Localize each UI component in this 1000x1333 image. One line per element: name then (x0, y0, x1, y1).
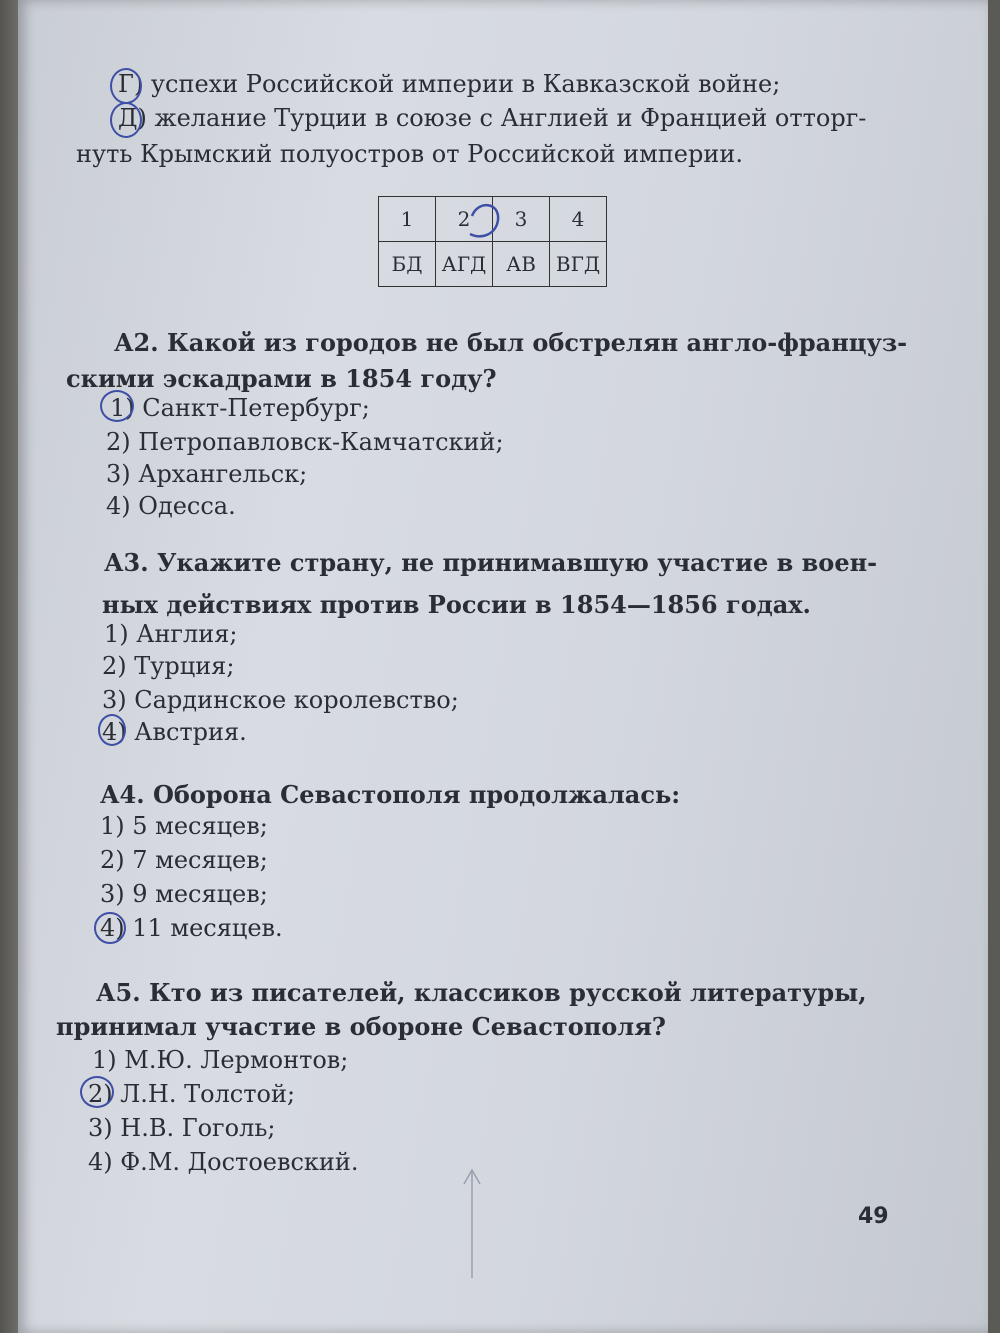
table-cell: ВГД (550, 242, 607, 287)
option: 1) Англия; (104, 620, 238, 648)
option: 2) 7 месяцев; (100, 846, 268, 874)
pencil-arrow-icon (458, 1160, 488, 1280)
table-cell: 4 (550, 197, 607, 242)
pen-circle-mark (98, 714, 126, 746)
option: 1) 5 месяцев; (100, 812, 268, 840)
option: 4) Австрия. (102, 718, 247, 746)
option: 1) Санкт-Петербург; (110, 394, 370, 422)
question-a5-cont: принимал участие в обороне Севастополя? (56, 1012, 666, 1041)
question-a3: А3. Укажите страну, не принимавшую участие в воен- (104, 548, 878, 577)
option: 4) Одесса. (106, 492, 236, 520)
pen-circle-mark (80, 1076, 114, 1108)
option: 2) Турция; (102, 652, 235, 680)
page-number: 49 (858, 1204, 889, 1229)
workbook-page (18, 0, 988, 1333)
option: 3) Архангельск; (106, 460, 308, 488)
option: 3) Сардинское королевство; (102, 686, 459, 714)
table-cell: БД (379, 242, 436, 287)
question-a2: А2. Какой из городов не был обстрелян англо-француз- (114, 328, 908, 357)
table-cell: 3 (493, 197, 550, 242)
pen-circle-mark (110, 102, 142, 138)
table-cell: 2 (436, 197, 493, 242)
option: 4) 11 месяцев. (100, 914, 283, 942)
option: 3) Н.В. Гоголь; (88, 1114, 276, 1142)
question-a2-cont: скими эскадрами в 1854 году? (66, 364, 497, 393)
option: 4) Ф.М. Достоевский. (88, 1148, 359, 1176)
table-cell: АГД (436, 242, 493, 287)
question-a5: А5. Кто из писателей, классиков русской литературы, (96, 978, 867, 1007)
option-g: Г) успехи Российской империи в Кавказской войне; (118, 70, 781, 98)
pen-circle-mark (94, 912, 126, 944)
option: 1) М.Ю. Лермонтов; (92, 1046, 349, 1074)
option-d: Д) желание Турции в союзе с Англией и Францией отторг- (118, 104, 867, 132)
option: 2) Петропавловск-Камчатский; (106, 428, 504, 456)
table-cell: АВ (493, 242, 550, 287)
question-a4: А4. Оборона Севастополя продолжалась: (100, 780, 681, 809)
option-d-cont: нуть Крымский полуостров от Российской империи. (76, 140, 743, 168)
option: 3) 9 месяцев; (100, 880, 268, 908)
table-cell: 1 (379, 197, 436, 242)
option: 2) Л.Н. Толстой; (88, 1080, 296, 1108)
pen-circle-mark (458, 198, 508, 244)
pen-circle-mark (100, 390, 134, 422)
question-a3-cont: ных действиях против России в 1854—1856 годах. (102, 590, 811, 619)
pen-circle-mark (110, 68, 142, 104)
